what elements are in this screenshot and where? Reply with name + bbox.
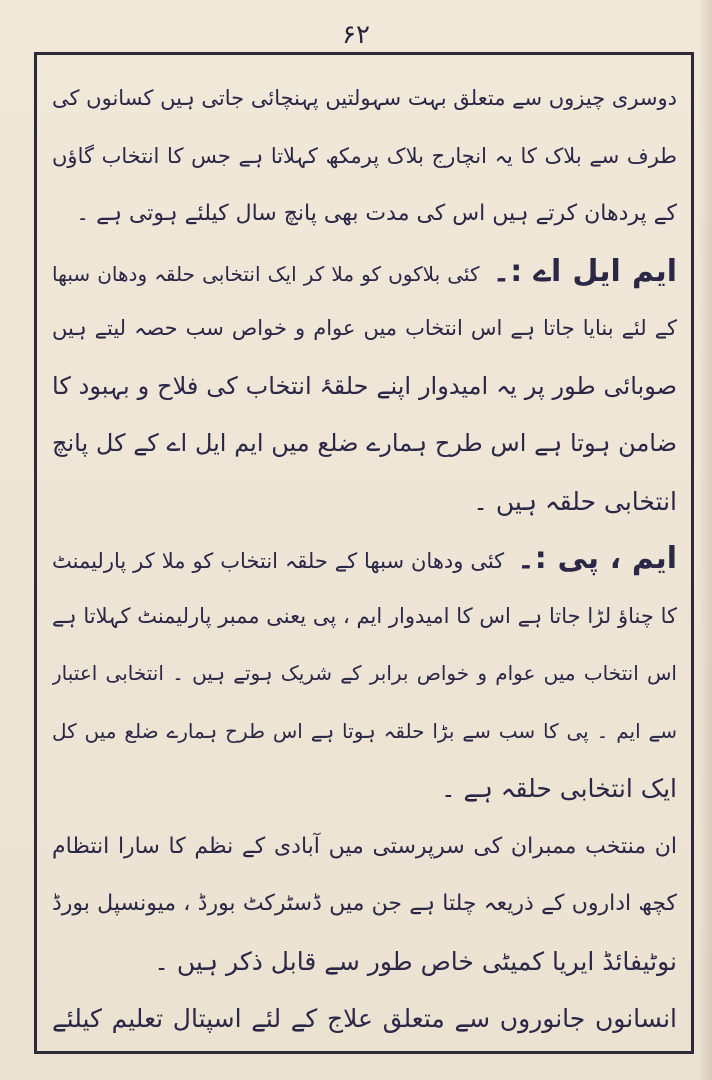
text-line [52,185,677,243]
line-text: صوبائی طور پر یہ امیدوار اپنے حلقۂ انتخاب کی فلاح و بہبود کا [52,371,677,400]
text-line [52,818,677,876]
line-text: سے ایم ۔ پی کا سب سے بڑا حلقہ ہوتا ہے اس طرح ہمارے ضلع میں کل [52,718,677,743]
line-text: انسانوں جانوروں سے متعلق علاج کے لئے اسپتال تعلیم کیلئے [52,1004,677,1033]
line-text: کئی ودھان سبھا کے حلقہ انتخاب کو ملا کر پارلیمنٹ [52,549,505,573]
text-line [52,128,677,186]
page-edge-shadow [698,0,712,1080]
text-line [52,530,677,588]
page-number: ۶۲ [342,20,370,50]
section-heading: ایم ایل اے :۔ [492,253,677,289]
line-text: کے پردھان کرتے ہیں اس کی مدت بھی پانچ سال کیلئے ہوتی ہے ۔ [76,201,677,226]
text-line [52,70,677,128]
line-text: دوسری چیزوں سے متعلق بہت سہولتیں پہنچائی جاتی ہیں کسانوں کی [52,86,677,110]
text-line [52,875,677,933]
line-text: نوٹیفائڈ ایریا کمیٹی خاص طور سے قابل ذکر ہیں ۔ [154,946,677,976]
section-heading: ایم ، پی :۔ [517,541,677,576]
line-text: کے لئے بنایا جاتا ہے اس انتخاب میں عوام و خواص سب حصہ لیتے ہیں [52,316,677,340]
line-text: ایک انتخابی حلقہ ہے ۔ [440,774,677,803]
text-line [52,760,677,818]
text-line [52,645,677,703]
text-line [52,473,677,531]
urdu-text-block [52,70,677,1048]
line-text: کچھ اداروں کے ذریعہ چلتا ہے جن میں ڈسٹرکٹ بورڈ ، میونسپل بورڈ [52,891,677,916]
text-line [52,358,677,416]
line-text: کئی بلاکوں کو ملا کر ایک انتخابی حلقہ ودھان سبھا [52,261,480,286]
text-line [52,933,677,991]
text-line [52,990,677,1048]
text-line [52,243,677,301]
line-text: اس انتخاب میں عوام و خواص برابر کے شریک ہوتے ہیں ۔ انتخابی اعتبار [52,661,677,685]
line-text: ضامن ہوتا ہے اس طرح ہمارے ضلع میں ایم ایل اے کے کل پانچ [52,429,677,457]
line-text: طرف سے بلاک کا یہ انچارج بلاک پرمکھ کہلاتا ہے جس کا انتخاب گاؤں [52,143,677,168]
line-text: ان منتخب ممبران کی سرپرستی میں آبادی کے نظم کا سارا انتظام [52,833,677,859]
line-text: انتخابی حلقہ ہیں ۔ [473,486,677,516]
text-line [52,703,677,761]
text-line [52,300,677,358]
text-line [52,588,677,646]
line-text: کا چناؤ لڑا جاتا ہے اس کا امیدوار ایم ، پی یعنی ممبر پارلیمنٹ کہلاتا ہے [52,603,677,628]
text-line [52,415,677,473]
